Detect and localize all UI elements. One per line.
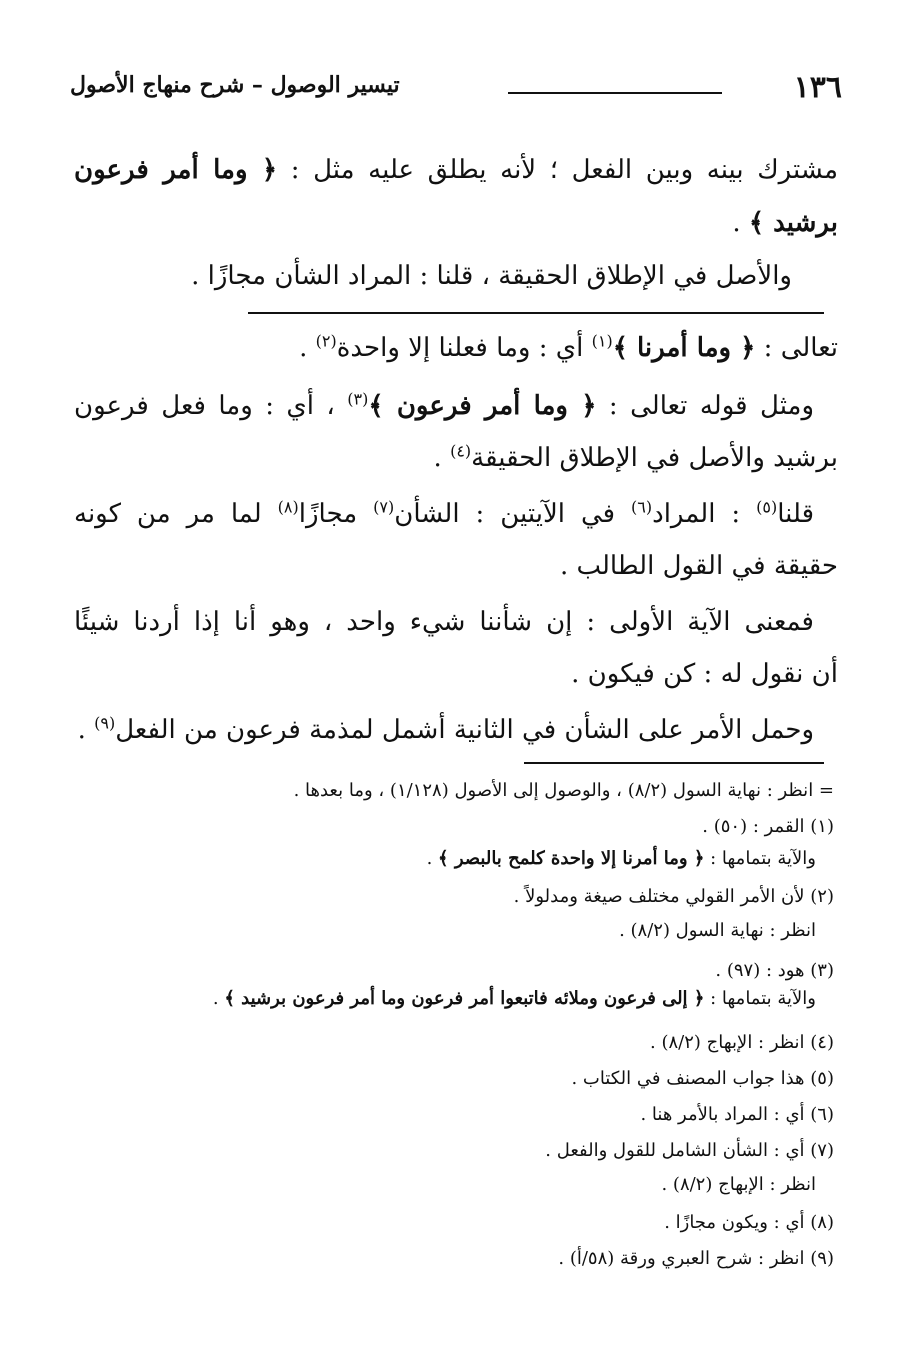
footnote-2: (٢) لأن الأمر القولي مختلف صيغة ومدلولاً .	[513, 886, 834, 907]
running-title: تيسير الوصول – شرح منهاج الأصول	[70, 72, 400, 98]
footnote-2-detail: انظر : نهاية السول (٨/٢) .	[619, 920, 816, 941]
text-line-9	[74, 604, 814, 640]
footnote-3: (٣) هود : (٩٧) .	[715, 960, 834, 981]
text-segment: أي : وما فعلنا إلا واحدة	[336, 333, 584, 363]
text-segment: .	[433, 443, 442, 473]
text-line-2	[74, 205, 838, 241]
footnote-7-detail: انظر : الإبهاج (٨/٢) .	[661, 1174, 816, 1195]
footnote-ref: (١)	[591, 331, 613, 351]
text-segment: : المراد	[652, 499, 741, 529]
footnote-ref: (٧)	[373, 497, 395, 517]
text-segment: وحمل الأمر على الشأن في الثانية أشمل لمذمة فرعون من الفعل	[115, 715, 814, 745]
text-segment: مجازًا	[298, 499, 358, 529]
footnote-3-detail	[213, 986, 816, 1012]
quran-quote: ﴿ إلى فرعون وملائه فاتبعوا أمر فرعون وما أمر فرعون برشيد ﴾	[224, 988, 705, 1009]
text-segment: حقيقة في القول الطالب .	[559, 551, 838, 581]
text-segment: .	[77, 715, 86, 745]
text-line-11	[74, 712, 814, 748]
footnote-ref: (٩)	[94, 713, 116, 733]
footnote-ref: (٣)	[347, 389, 369, 409]
text-line-4	[74, 330, 838, 366]
quran-quote: ﴿ وما أمرنا ﴾	[612, 333, 756, 363]
quran-quote: ﴿ وما أمر فرعون ﴾	[368, 391, 597, 421]
text-segment: تعالى :	[763, 333, 838, 363]
quran-quote: ﴿ وما أمر فرعون	[74, 155, 278, 185]
divider-rule-2	[524, 762, 824, 764]
text-segment: قلنا	[777, 499, 815, 529]
text-line-10	[74, 656, 838, 692]
text-segment: ، أي : وما فعل فرعون	[74, 391, 335, 421]
text-line-7	[74, 496, 814, 532]
header-rule	[508, 92, 722, 94]
text-line-8	[74, 548, 838, 584]
footnote-text: والآية بتمامها :	[710, 848, 816, 869]
text-segment: في الآيتين : الشأن	[394, 499, 616, 529]
footnote-text: .	[212, 988, 219, 1009]
footnote-1-detail	[427, 846, 816, 872]
footnote-ref: (٥)	[756, 497, 778, 517]
text-line-6	[74, 440, 838, 476]
text-segment: برشيد والأصل في الإطلاق الحقيقة	[471, 443, 838, 473]
footnote-text: .	[426, 848, 433, 869]
footnote-continued: = انظر : نهاية السول (٨/٢) ، والوصول إلى الأصول (١/١٢٨) ، وما بعدها .	[293, 780, 834, 801]
footnote-5: (٥) هذا جواب المصنف في الكتاب .	[571, 1068, 834, 1089]
footnote-6: (٦) أي : المراد بالأمر هنا .	[640, 1104, 834, 1125]
text-segment: .	[299, 333, 308, 363]
footnote-4: (٤) انظر : الإبهاج (٨/٢) .	[650, 1032, 834, 1053]
page-number: ١٣٦	[793, 70, 842, 105]
text-segment: مشترك بينه وبين الفعل ؛ لأنه يطلق عليه مثل :	[290, 155, 838, 185]
quran-quote: برشيد ﴾	[748, 208, 838, 238]
text-segment: ومثل قوله تعالى :	[608, 391, 815, 421]
text-line-3	[74, 258, 792, 294]
footnote-7: (٧) أي : الشأن الشامل للقول والفعل .	[545, 1140, 834, 1161]
footnote-ref: (٢)	[315, 331, 337, 351]
text-line-5	[74, 388, 814, 424]
text-segment: فمعنى الآية الأولى : إن شأننا شيء واحد ، وهو أنا إذا أردنا شيئًا	[74, 607, 814, 637]
text-segment: أن نقول له : كن فيكون .	[571, 659, 838, 689]
footnote-ref: (٦)	[631, 497, 653, 517]
quran-quote: ﴿ وما أمرنا إلا واحدة كلمح بالبصر ﴾	[438, 848, 705, 869]
text-line-1	[74, 152, 838, 188]
text-segment: لما مر من كونه	[74, 499, 262, 529]
footnote-ref: (٨)	[277, 497, 299, 517]
footnote-text: والآية بتمامها :	[710, 988, 816, 1009]
footnote-8: (٨) أي : ويكون مجازًا .	[664, 1212, 834, 1233]
divider-rule-1	[248, 312, 824, 314]
text-segment: .	[732, 208, 741, 238]
text-segment: والأصل في الإطلاق الحقيقة ، قلنا : المراد الشأن مجازًا .	[191, 261, 792, 291]
footnote-9: (٩) انظر : شرح العبري ورقة (٥٨/أ) .	[558, 1248, 834, 1269]
footnote-ref: (٤)	[450, 441, 472, 461]
footnote-1: (١) القمر : (٥٠) .	[702, 816, 834, 837]
page-header	[70, 66, 842, 110]
